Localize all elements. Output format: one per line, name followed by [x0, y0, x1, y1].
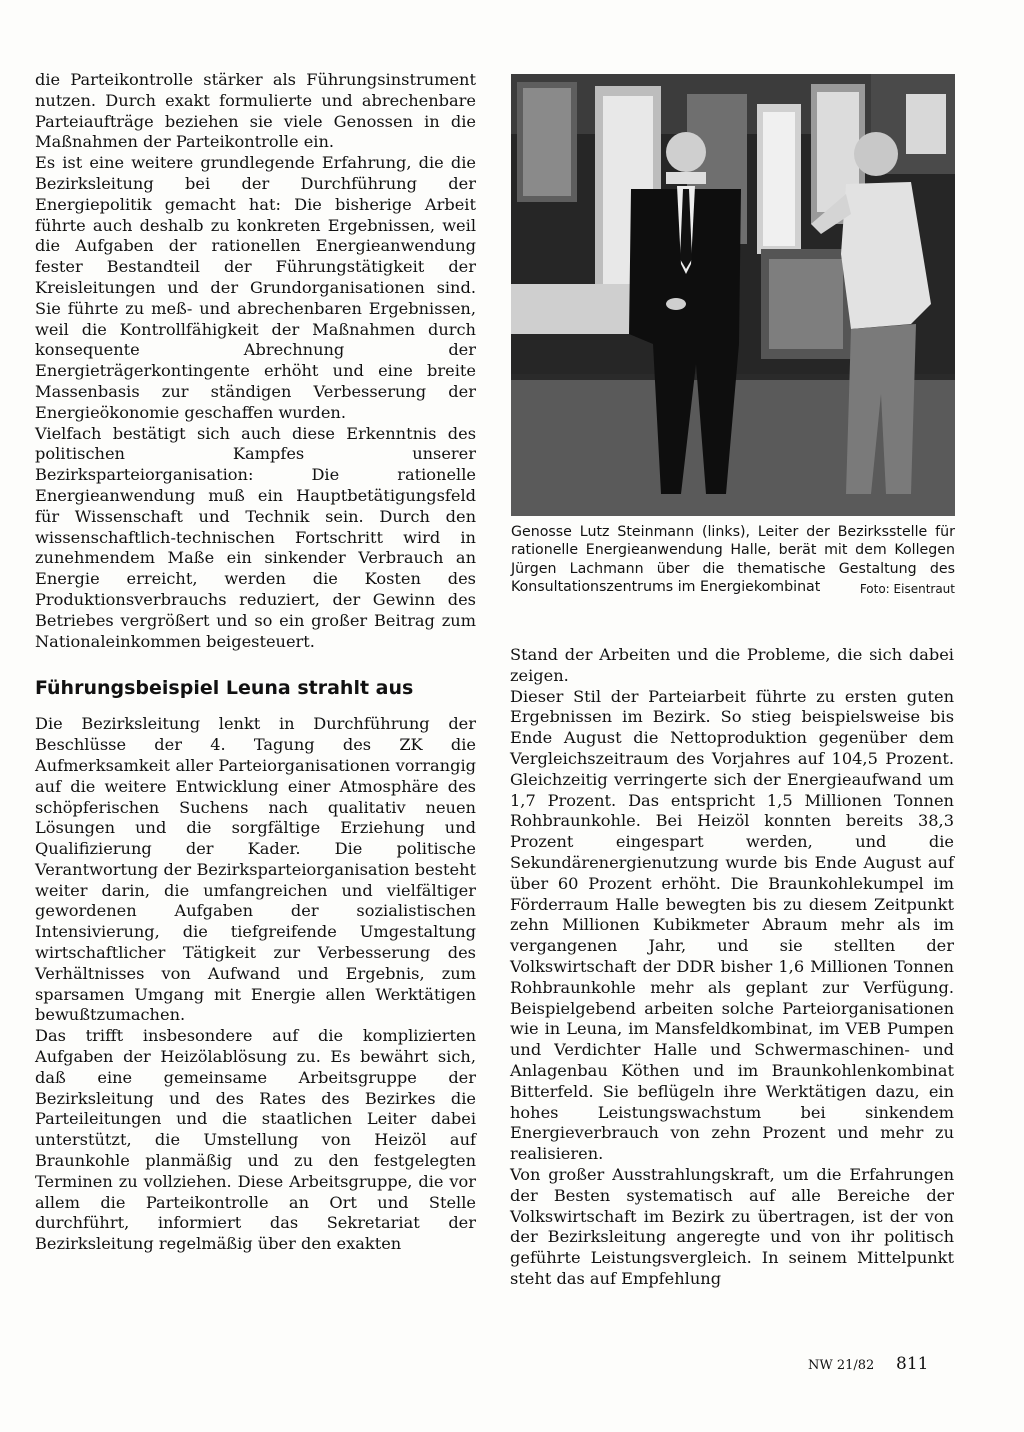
right-text-column [510, 645, 954, 1290]
page-number: 811 [896, 1354, 929, 1374]
left-paragraph-5: Das trifft insbesondere auf die komplizierten Aufgaben der Heizölablösung zu. Es bewährt sich, daß eine gemeinsame Arbeitsgruppe der Bezirksleitung und des Rates des Bezirkes die Parteileitungen und die staatlichen Leiter dabei unterstützt, die Umstellung von Heizöl auf Braunkohle planmäßig und zu den festgelegten Terminen zu vollziehen. Diese Arbeitsgruppe, die vor allem die Parteikontrolle an Ort und Stelle durchführt, informiert das Sekretariat der Bezirksleitung regelmäßig über den exakten [35, 1026, 476, 1254]
right-paragraph-3: Von großer Ausstrahlungskraft, um die Erfahrungen der Besten systematisch auf alle Bereiche der Volkswirtschaft im Bezirk zu übertragen, ist der von der Bezirksleitung angeregte und von ihr politisch geführte Leistungsvergleich. In seinem Mittelpunkt steht das auf Empfehlung [510, 1164, 954, 1288]
photo-caption-block [511, 523, 955, 599]
news-photo [511, 74, 955, 516]
photo-caption: Genosse Lutz Steinmann (links), Leiter der Bezirksstelle für rationelle Energieanwendung Halle, berät mit dem Kollegen Jürgen Lachmann über die thematische Gestaltung des Konsultationszentrums im Energiekombinat [511, 524, 955, 596]
section-heading: Führungsbeispiel Leuna strahlt aus [35, 677, 414, 700]
journal-reference: NW 21/82 [808, 1358, 875, 1373]
left-paragraph-4: Die Bezirksleitung lenkt in Durchführung der Beschlüsse der 4. Tagung des ZK die Aufmerksamkeit aller Parteiorganisationen vorrangig auf die weitere Entwicklung einer Atmosphäre des schöpferischen Suchens nach qualitativ neuen Lösungen und die sorgfältige Erziehung und Qualifizierung der Kader. Die politische Verantwortung der Bezirksparteiorganisation besteht weiter darin, die umfangreichen und vielfältiger gewordenen Aufgaben der sozialistischen Intensivierung, die tiefgreifende Umgestaltung wirtschaftlicher Tätigkeit zur Verbesserung des Verhältnisses von Aufwand und Ergebnis, zum sparsamen Umgang mit Energie allen Werktätigen bewußtzumachen. [35, 714, 476, 1025]
photo-credit: Foto: Eisentraut [859, 582, 955, 597]
left-paragraph-2: Es ist eine weitere grundlegende Erfahrung, die die Bezirksleitung bei der Durchführung der Energiepolitik gemacht hat: Die bisherige Arbeit führte auch deshalb zu konkreten Ergebnissen, weil die Aufgaben der rationellen Energieanwendung fester Bestandteil der Führungstätigkeit der Kreisleitungen und der Grundorganisationen sind. Sie führte zu meß- und abrechenbaren Ergebnissen, weil die Kontrollfähigkeit der Maßnahmen durch konsequente Abrechnung der Energieträgerkontingente erhöht und eine breite Massenbasis zur ständigen Verbesserung der Energieökonomie geschaffen wurden. [35, 153, 476, 422]
right-paragraph-1: Stand der Arbeiten und die Probleme, die sich dabei zeigen. [510, 645, 954, 685]
right-paragraph-2: Dieser Stil der Parteiarbeit führte zu ersten guten Ergebnissen im Bezirk. So stieg beispielsweise bis Ende August die Nettoproduktion gegenüber dem Vergleichszeitraum des Vorjahres auf 104,5 Prozent. Gleichzeitig verringerte sich der Energieaufwand um 1,7 Prozent. Das entspricht 1,5 Millionen Tonnen Rohbraunkohle. Bei Heizöl konnten bereits 38,3 Prozent eingespart werden, und die Sekundärenergienutzung wurde bis Ende August auf über 60 Prozent erhöht. Die Braunkohlekumpel im Förderraum Halle bewegten bis zu diesem Zeitpunkt zehn Millionen Kubikmeter Abraum mehr als im vergangenen Jahr, und sie stellten der Volkswirtschaft der DDR bisher 1,6 Millionen Tonnen Rohbraunkohle mehr als geplant zur Verfügung. Beispielgebend arbeiten solche Parteiorganisationen wie in Leuna, im Mansfeldkombinat, im VEB Pumpen und Verdichter Halle und Schwermaschinen- und Anlagenbau Köthen und im Braunkohlenkombinat Bitterfeld. Sie beflügeln ihre Werktätigen dazu, ein hohes Leistungswachstum bei sinkendem Energieverbrauch von zehn Prozent und mehr zu realisieren. [510, 686, 954, 1164]
photo-illustration [511, 74, 955, 516]
left-paragraph-1: die Parteikontrolle stärker als Führungsinstrument nutzen. Durch exakt formulierte und abrechenbare Parteiaufträge beziehen sie viele Genossen in die Maßnahmen der Parteikontrolle ein. [35, 70, 476, 152]
left-paragraph-3: Vielfach bestätigt sich auch diese Erkenntnis des politischen Kampfes unserer Bezirksparteiorganisation: Die rationelle Energieanwendung muß ein Hauptbetätigungsfeld für Wissenschaft und Technik sein. Durch den wissenschaftlich-technischen Fortschritt wird in zunehmendem Maße ein sinkender Verbrauch an Energie erreicht, werden die Kosten des Produktionsverbrauchs reduziert, der Gewinn des Betriebes vergrößert und so ein großer Beitrag zum Nationaleinkommen beigesteuert. [35, 423, 476, 651]
left-text-column [35, 70, 476, 1255]
